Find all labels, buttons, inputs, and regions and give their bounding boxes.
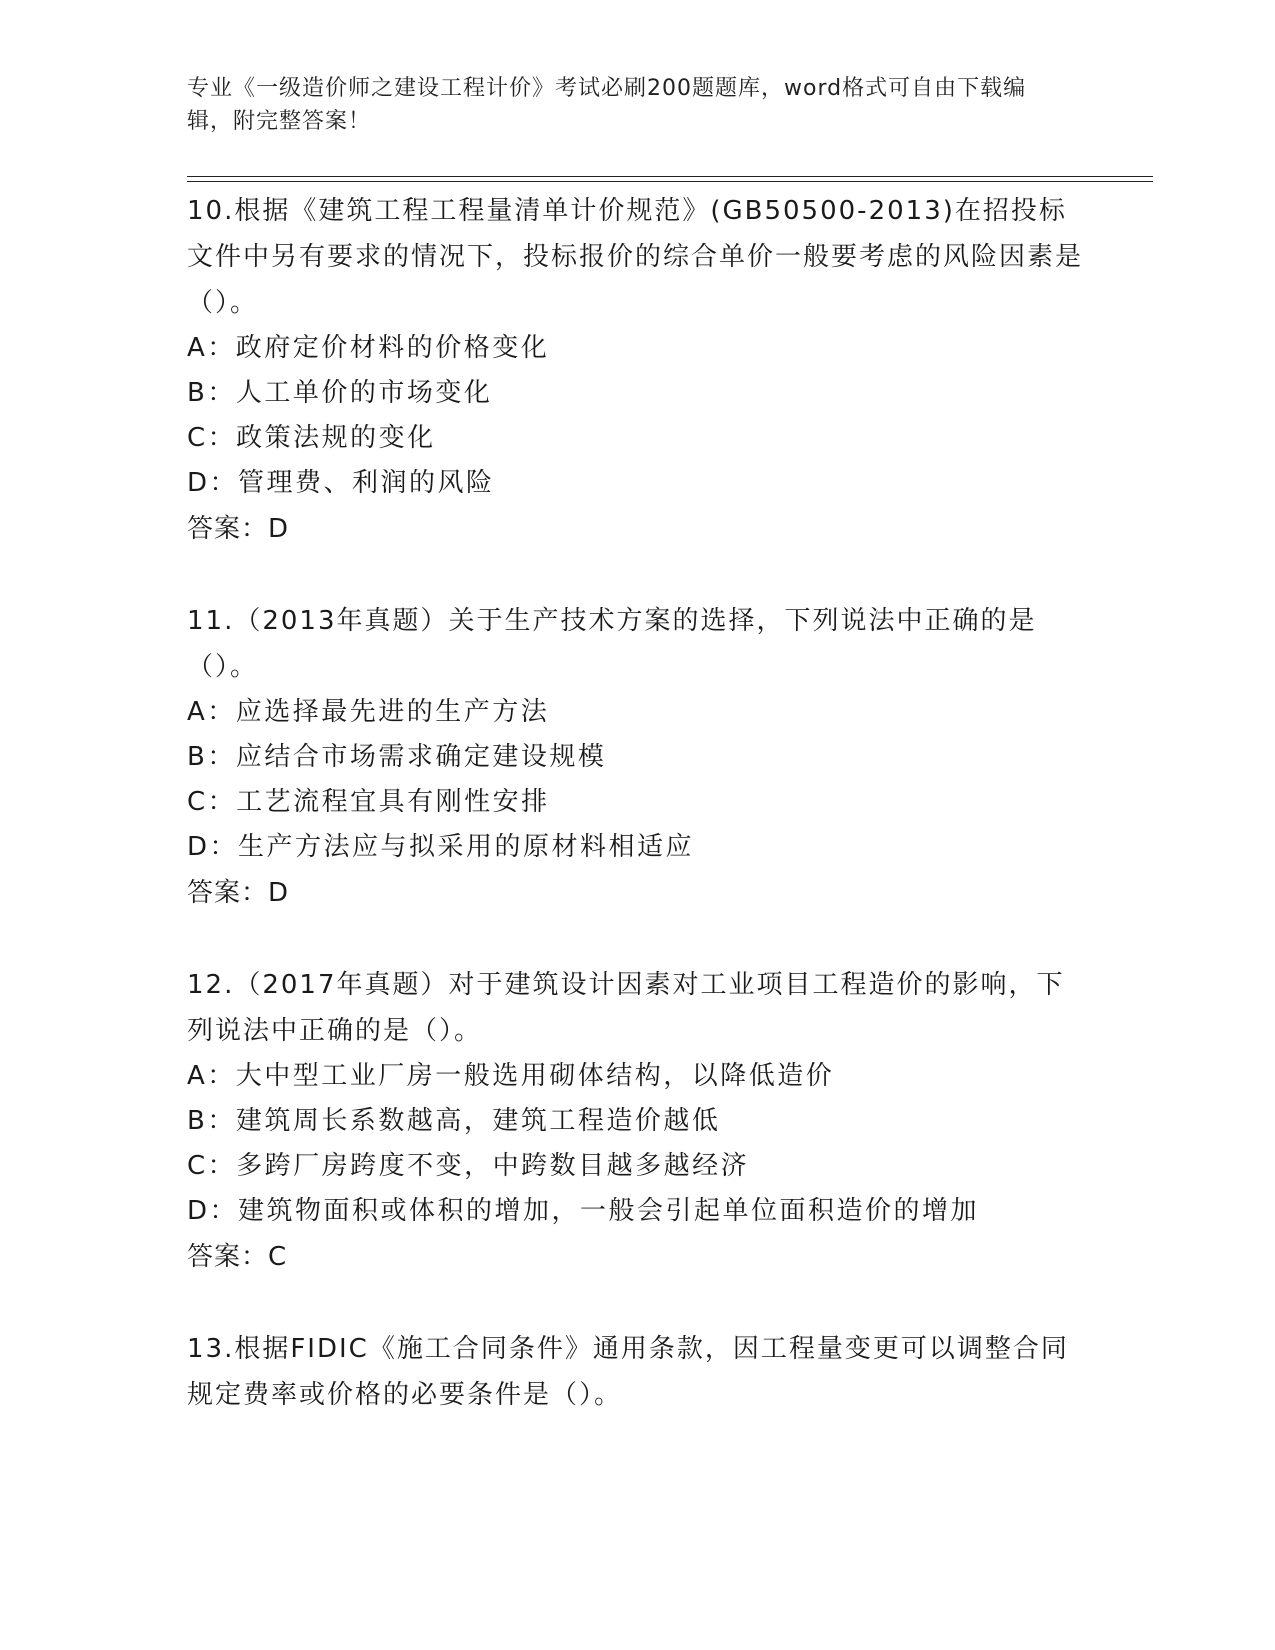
option-a: A：应选择最先进的生产方法 — [187, 697, 550, 727]
option-a: A：大中型工业厂房一般选用砌体结构，以降低造价 — [187, 1061, 835, 1091]
header-rule-top — [187, 176, 1153, 177]
question-13 — [187, 1326, 1087, 1418]
question-stem: 10.根据《建筑工程工程量清单计价规范》(GB50500-2013)在招投标文件中另有要求的情况下，投标报价的综合单价一般要考虑的风险因素是（）。 — [187, 196, 1084, 318]
question-stem: 11.（2013年真题）关于生产技术方案的选择，下列说法中正确的是（）。 — [187, 606, 1037, 682]
option-c: C：工艺流程宜具有刚性安排 — [187, 787, 550, 817]
question-11 — [187, 598, 1087, 916]
document-header: 专业《一级造价师之建设工程计价》考试必刷200题题库，word格式可自由下载编辑，附完整答案！ — [187, 76, 1027, 134]
option-d: D：管理费、利润的风险 — [187, 468, 495, 498]
option-d: D：建筑物面积或体积的增加，一般会引起单位面积造价的增加 — [187, 1196, 980, 1226]
option-c: C：多跨厂房跨度不变，中跨数目越多越经济 — [187, 1151, 750, 1181]
header-rule-bottom — [187, 181, 1153, 182]
answer: 答案：C — [187, 1242, 288, 1272]
option-b: B：建筑周长系数越高，建筑工程造价越低 — [187, 1106, 721, 1136]
question-stem: 12.（2017年真题）对于建筑设计因素对工业项目工程造价的影响，下列说法中正确的是（）。 — [187, 970, 1065, 1046]
option-a: A：政府定价材料的价格变化 — [187, 333, 550, 363]
option-b: B：应结合市场需求确定建设规模 — [187, 742, 607, 772]
question-stem: 13.根据FIDIC《施工合同条件》通用条款，因工程量变更可以调整合同规定费率或价格的必要条件是（）。 — [187, 1334, 1069, 1410]
answer: 答案：D — [187, 514, 290, 544]
question-list — [187, 188, 1087, 1464]
option-c: C：政策法规的变化 — [187, 423, 436, 453]
option-b: B：人工单价的市场变化 — [187, 378, 493, 408]
question-10 — [187, 188, 1087, 552]
question-12 — [187, 962, 1087, 1280]
option-d: D：生产方法应与拟采用的原材料相适应 — [187, 832, 695, 862]
answer: 答案：D — [187, 878, 290, 908]
